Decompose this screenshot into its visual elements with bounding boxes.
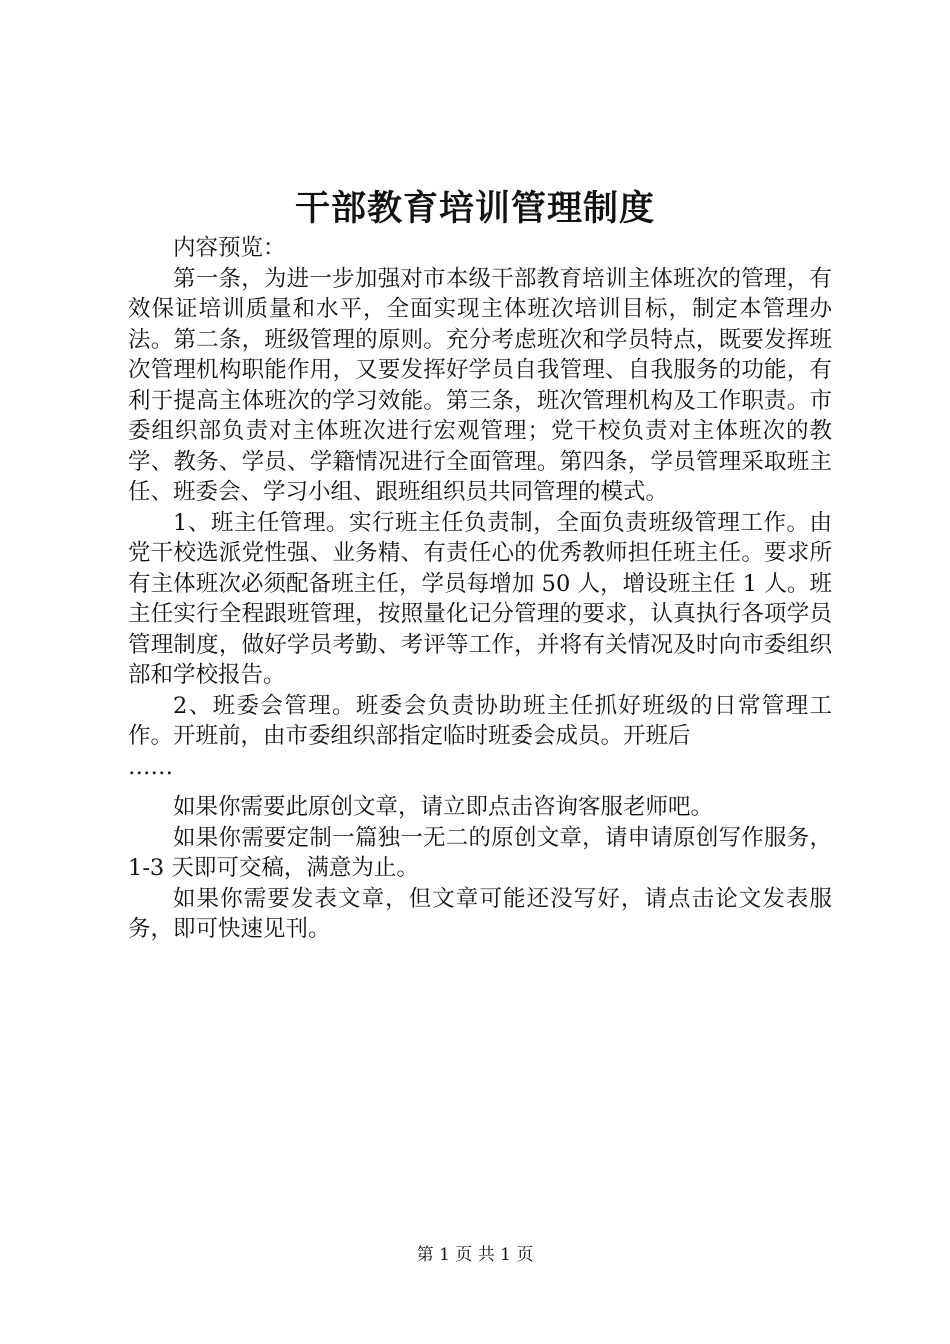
promo-custom-writing: 如果你需要定制一篇独一无二的原创文章，请申请原创写作服务，1-3 天即可交稿，满意为止。 (128, 824, 832, 881)
ellipsis: …… (128, 753, 173, 780)
preview-label: 内容预览： (173, 235, 286, 261)
document-body (128, 233, 832, 945)
page-footer: 第 1 页 共 1 页 (416, 1245, 534, 1265)
paragraph-1: 第一条，为进一步加强对市本级干部教育培训主体班次的管理，有效保证培训质量和水平，全面实现主体班次培训目标，制定本管理办法。第二条，班级管理的原则。充分考虑班次和学员特点，既要发挥班次管理机构职能作用，又要发挥好学员自我管理、自我服务的功能，有利于提高主体班次的学习效能。第三条，班次管理机构及工作职责。市委组织部负责对主体班次进行宏观管理；党干校负责对主体班次的教学、教务、学员、学籍情况进行全面管理。第四条，学员管理采取班主任、班委会、学习小组、跟班组织员共同管理的模式。 (128, 265, 832, 505)
promo-consult: 如果你需要此原创文章，请立即点击咨询客服老师吧。 (173, 794, 714, 820)
paragraph-3: 2、班委会管理。班委会负责协助班主任抓好班级的日常管理工作。开班前，由市委组织部指定临时班委会成员。开班后 (128, 692, 832, 749)
paragraph-2: 1、班主任管理。实行班主任负责制，全面负责班级管理工作。由党干校选派党性强、业务精、有责任心的优秀教师担任班主任。要求所有主体班次必须配备班主任，学员每增加 50 人，增设班主任 1 人。班主任实行全程跟班管理，按照量化记分管理的要求，认真执行各项学员管理制度，做好学员考勤、考评等工作，并将有关情况及时向市委组织部和学校报告。 (128, 509, 832, 688)
document-title: 干部教育培训管理制度 (294, 188, 655, 229)
promo-publishing: 如果你需要发表文章，但文章可能还没写好，请点击论文发表服务，即可快速见刊。 (128, 885, 832, 942)
